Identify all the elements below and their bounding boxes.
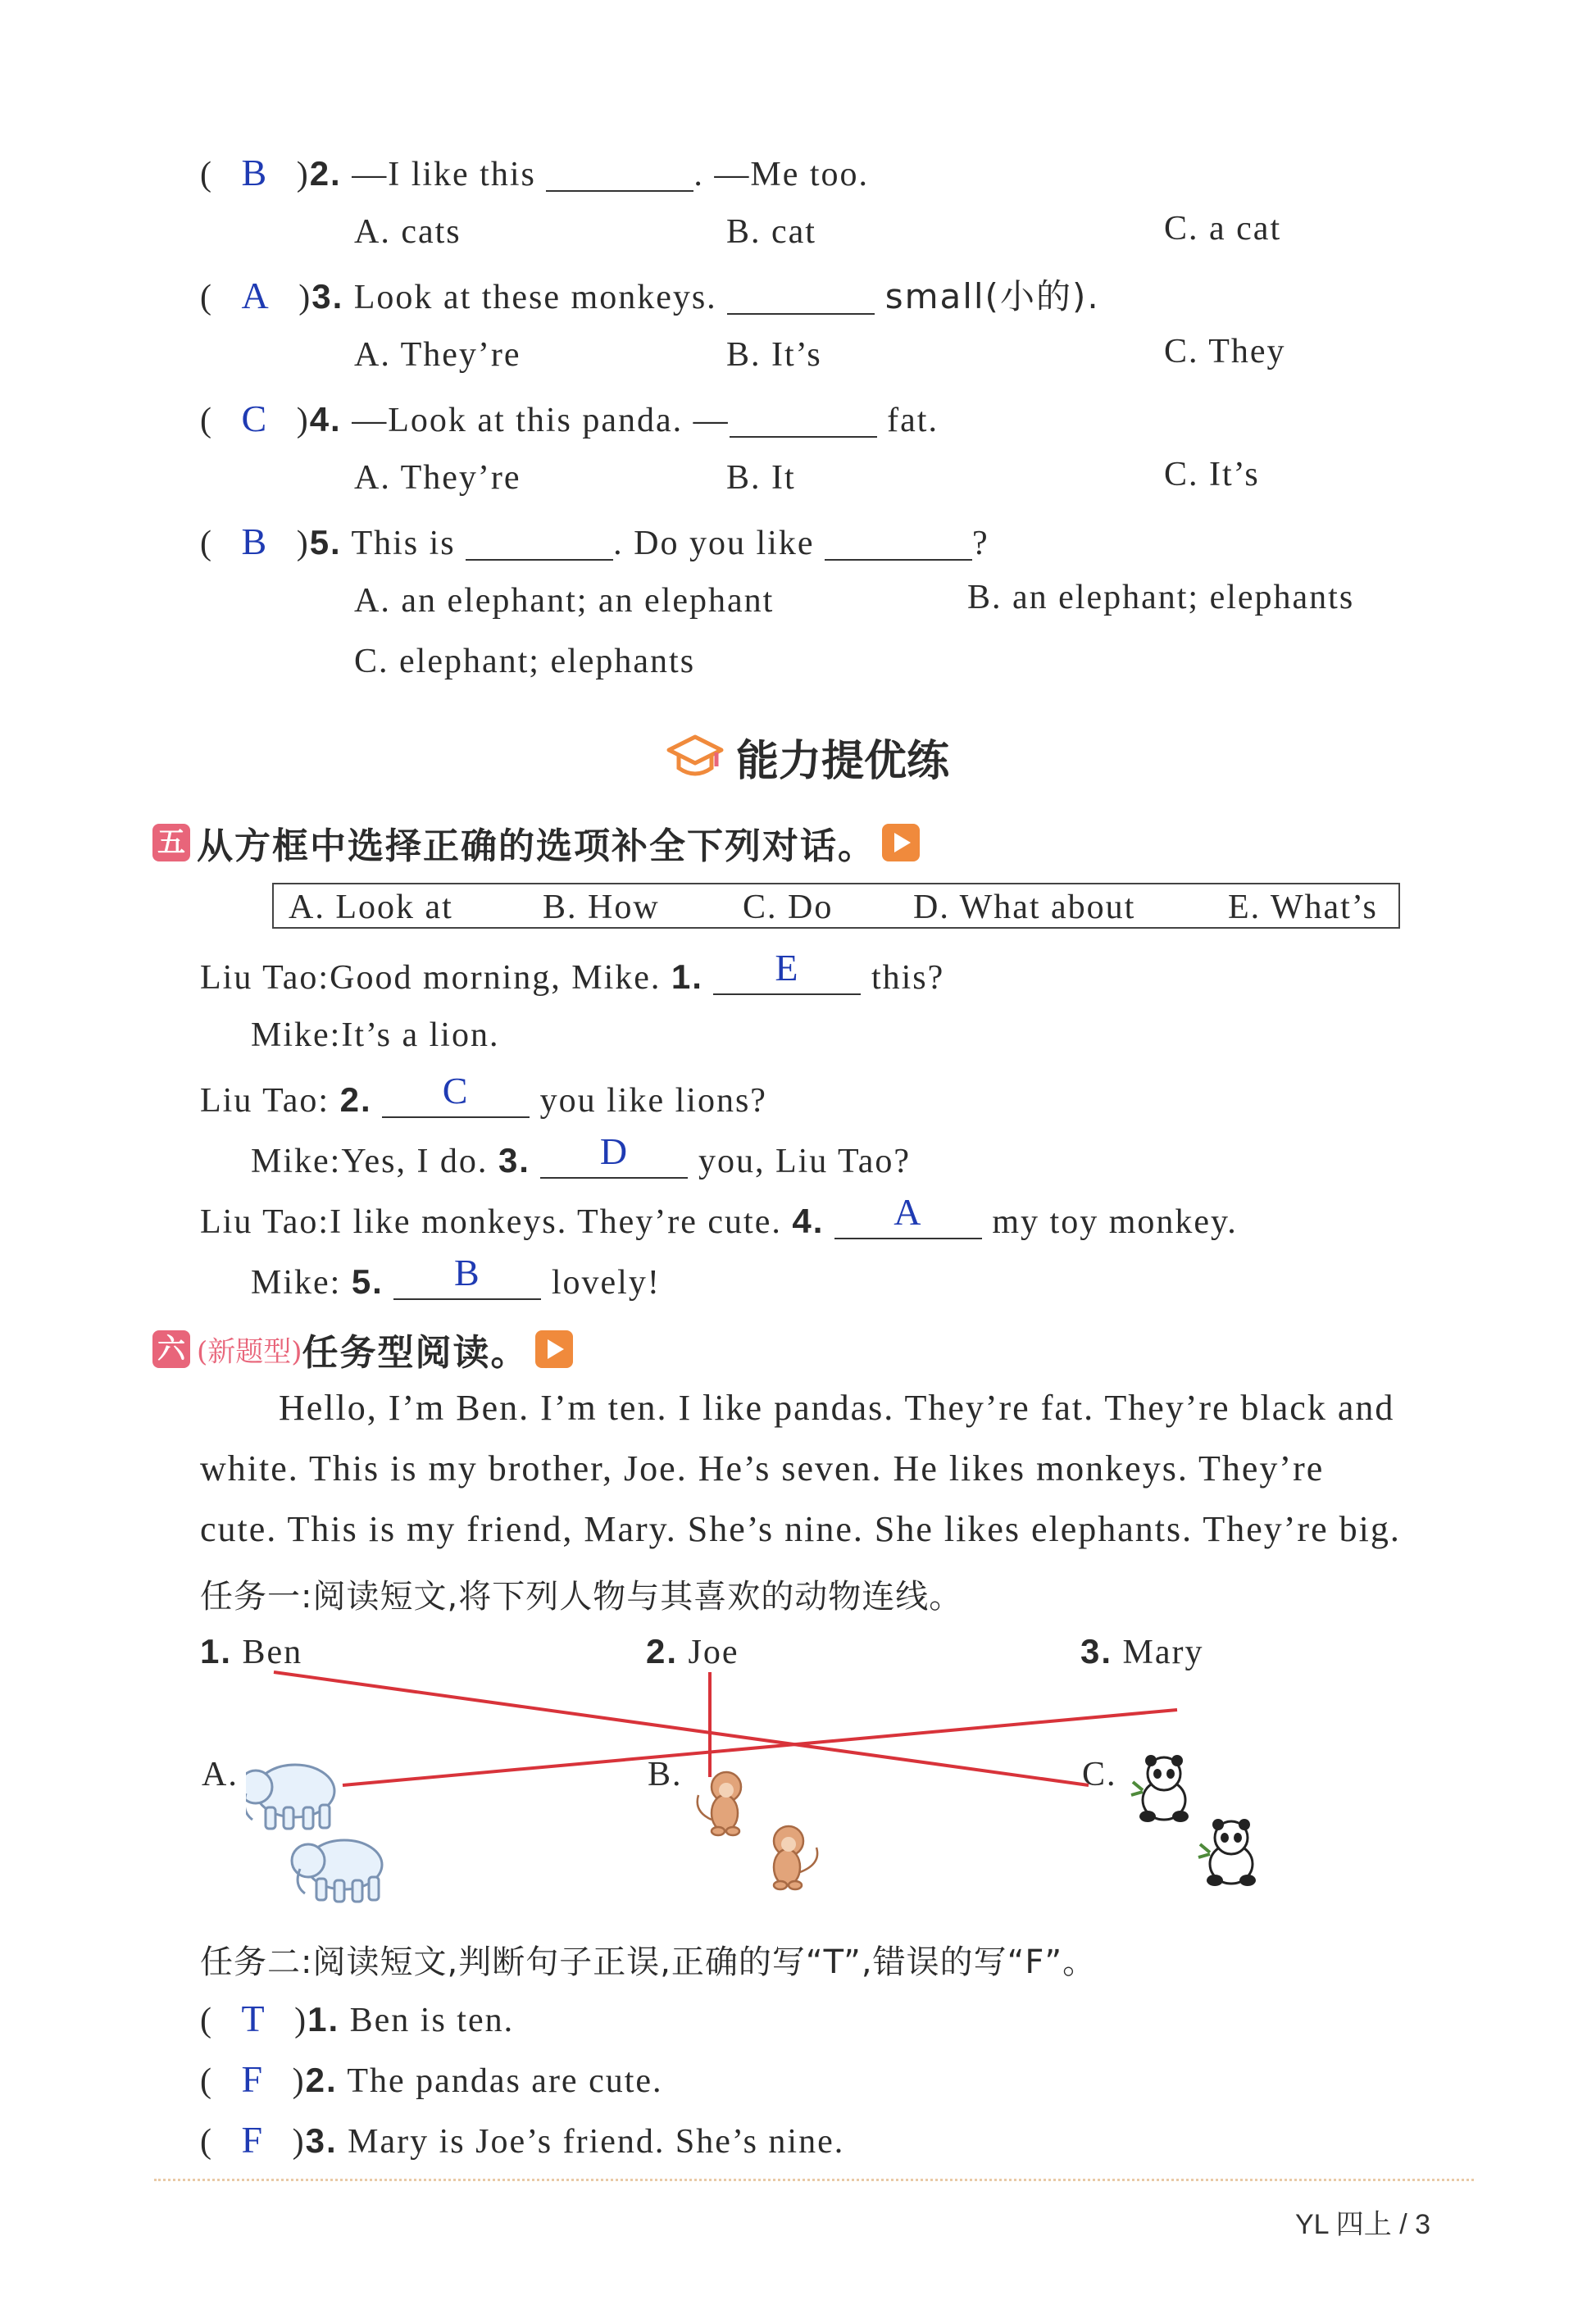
task-1-instruction: 任务一:阅读短文,将下列人物与其喜欢的动物连线。 xyxy=(200,1578,963,1616)
answer-q4: C xyxy=(241,398,269,439)
section-badge: 五 xyxy=(152,824,190,861)
option-a: A. They’re xyxy=(354,336,521,374)
blank-3[interactable]: D xyxy=(540,1139,688,1179)
page-footer: YL 四上 / 3 xyxy=(1295,2208,1431,2241)
passage-line-3: cute. This is my friend, Mary. She’s nine. She likes elephants. They’re big. xyxy=(200,1509,1401,1549)
animal-label-c: C. xyxy=(1082,1756,1117,1793)
animal-label-b: B. xyxy=(648,1756,683,1793)
option-b: B. cat xyxy=(726,213,816,251)
option-e: E. What’s xyxy=(1228,889,1378,926)
answer-q5: B xyxy=(241,520,269,562)
dialogue-line-5: Liu Tao:I like monkeys. They’re cute. 4. A my toy monkey. xyxy=(200,1191,1238,1241)
dialogue-line-4: Mike:Yes, I do. 3. D you, Liu Tao? xyxy=(251,1130,912,1180)
blank-4[interactable]: A xyxy=(834,1200,982,1239)
option-c: C. a cat xyxy=(1164,210,1282,248)
judgement-2: ( F )2. The pandas are cute. xyxy=(200,2058,663,2100)
option-c: C. Do xyxy=(743,889,834,926)
person-ben: 1. Ben xyxy=(200,1632,303,1671)
answer-q2: B xyxy=(241,152,269,193)
option-d: D. What about xyxy=(913,889,1136,926)
section-5-header: 五 从方框中选择正确的选项补全下列对话。 xyxy=(152,816,920,869)
section-6-header: 六 (新题型)任务型阅读。 xyxy=(152,1323,573,1375)
judgement-answer-3: F xyxy=(241,2119,265,2161)
task-2-instruction: 任务二:阅读短文,判断句子正误,正确的写“T”,错误的写“F”。 xyxy=(200,1943,1097,1981)
option-a: A. Look at xyxy=(289,889,453,926)
judgement-3: ( F )3. Mary is Joe’s friend. She’s nine. xyxy=(200,2119,845,2161)
option-b: B. How xyxy=(543,889,660,926)
option-c: C. They xyxy=(1164,333,1286,370)
blank-2[interactable]: C xyxy=(382,1079,530,1118)
option-b: B. It’s xyxy=(726,336,822,374)
panda-picture xyxy=(1125,1749,1289,1897)
option-b: B. It xyxy=(726,459,796,497)
passage-line-1: Hello, I’m Ben. I’m ten. I like pandas. They’re fat. They’re black and xyxy=(279,1388,1395,1428)
judgement-answer-1: T xyxy=(241,1998,266,2039)
judgement-answer-2: F xyxy=(241,2058,265,2100)
person-joe: 2. Joe xyxy=(646,1632,739,1671)
question-2: ( B )2. —I like this . —Me too. xyxy=(200,152,870,193)
option-c: C. It’s xyxy=(1164,456,1260,493)
person-mary: 3. Mary xyxy=(1080,1632,1204,1671)
answer-q3: A xyxy=(241,275,271,316)
option-a: A. They’re xyxy=(354,459,521,497)
question-3: ( A )3. Look at these monkeys. small(小的). xyxy=(200,275,1100,316)
page-number: 3 xyxy=(1415,2209,1431,2240)
question-4: ( C )4. —Look at this panda. — fat. xyxy=(200,398,939,439)
passage-line-2: white. This is my brother, Joe. He’s seven. He likes monkeys. They’re xyxy=(200,1448,1325,1489)
section-badge: 六 xyxy=(152,1330,190,1368)
question-5: ( B )5. This is . Do you like ? xyxy=(200,520,989,562)
elephant-picture xyxy=(246,1754,410,1918)
new-type-tag: (新题型) xyxy=(197,1335,302,1369)
footer-divider xyxy=(154,2179,1474,2181)
dialogue-line-3: Liu Tao: 2. C you like lions? xyxy=(200,1070,767,1120)
option-c: C. elephant; elephants xyxy=(354,643,696,680)
option-a: A. an elephant; an elephant xyxy=(354,582,775,620)
dialogue-line-6: Mike: 5. B lovely! xyxy=(251,1252,661,1302)
blank-1[interactable]: E xyxy=(713,956,861,995)
dialogue-line-2: Mike:It’s a lion. xyxy=(251,1016,500,1054)
section-title: 能力提优练 xyxy=(666,726,949,788)
monkey-picture xyxy=(693,1762,841,1902)
judgement-1: ( T )1. Ben is ten. xyxy=(200,1998,515,2039)
blank-5[interactable]: B xyxy=(393,1261,541,1300)
animal-label-a: A. xyxy=(202,1756,239,1793)
option-a: A. cats xyxy=(354,213,462,251)
option-b: B. an elephant; elephants xyxy=(967,579,1355,616)
dialogue-line-1: Liu Tao:Good morning, Mike. 1. E this? xyxy=(200,947,945,997)
